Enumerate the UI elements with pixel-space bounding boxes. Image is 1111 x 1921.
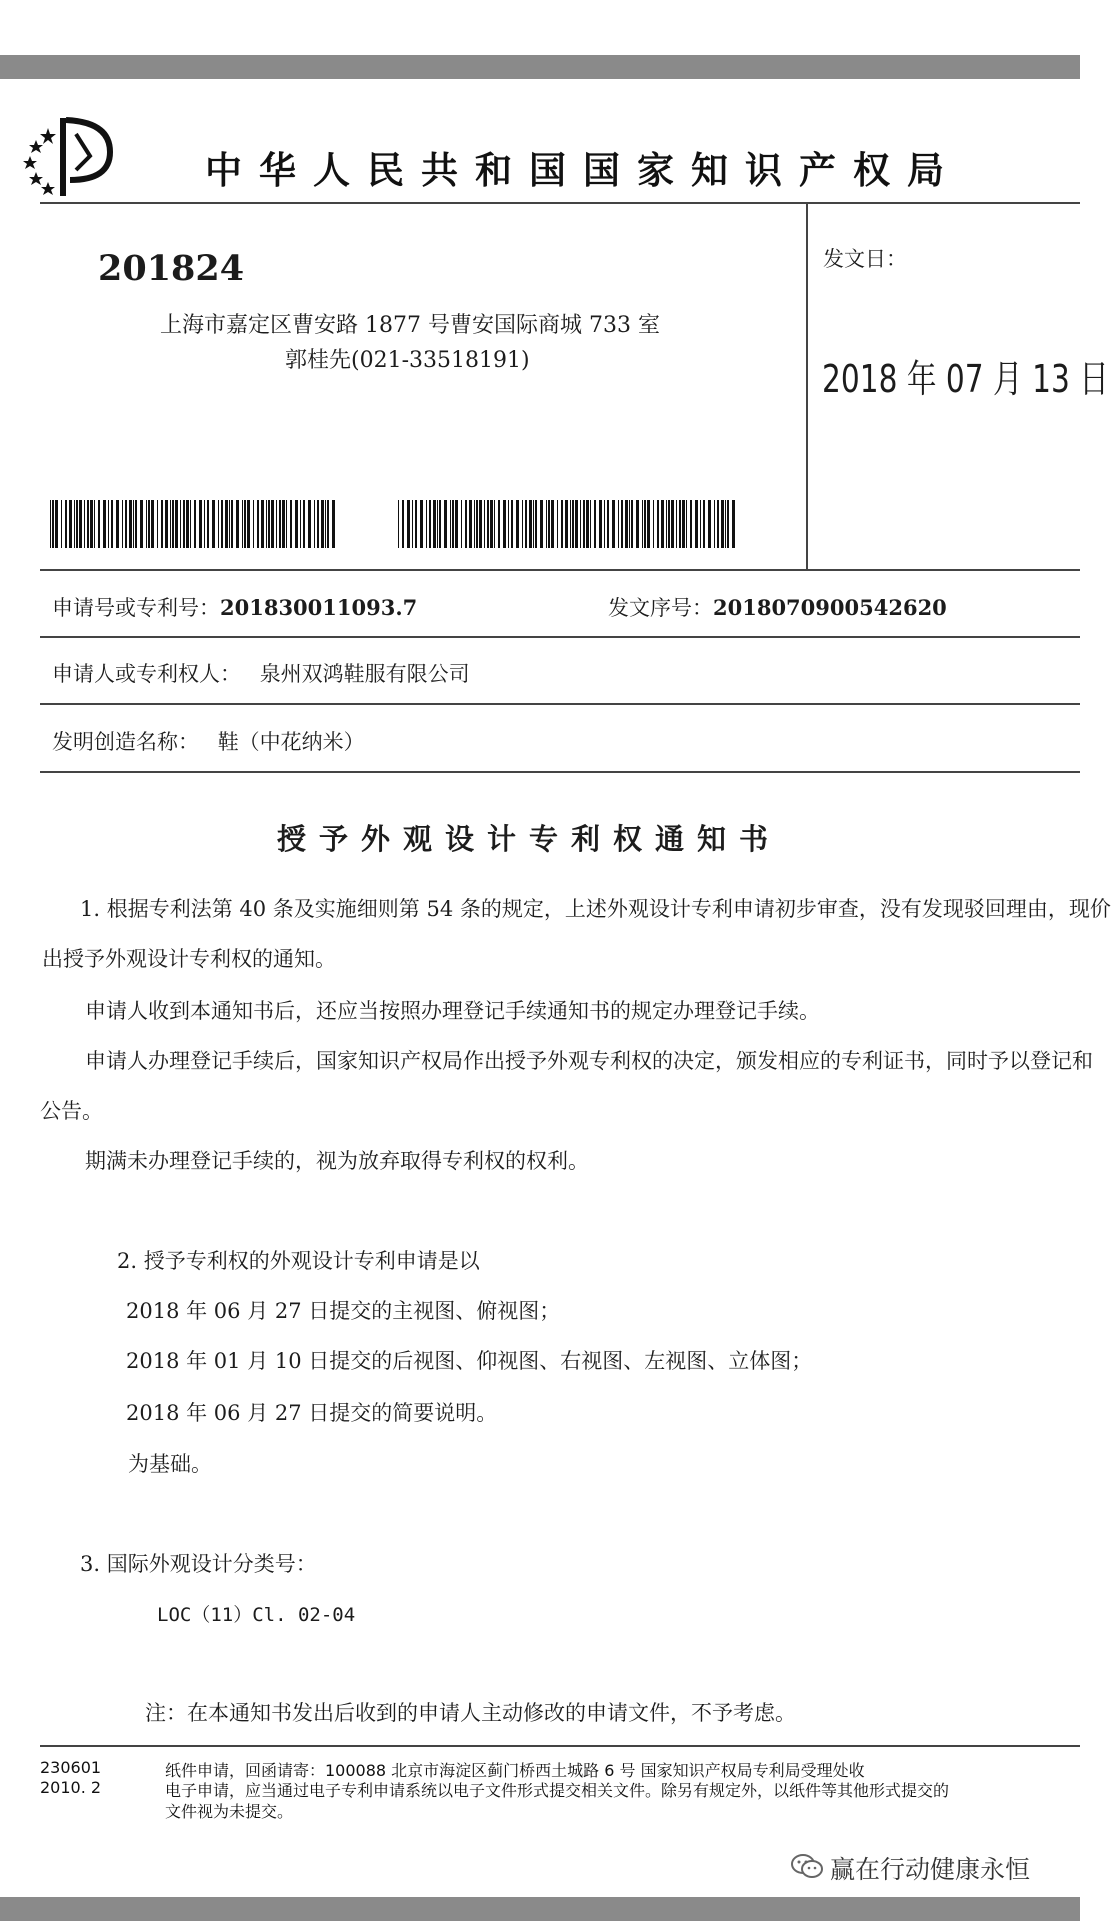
- barcode-bar: [429, 500, 431, 548]
- barcode-bar: [690, 500, 692, 548]
- design-name-value: 鞋（中花纳米）: [217, 730, 365, 754]
- barcode-bar: [647, 500, 650, 548]
- barcode-bar: [268, 500, 270, 548]
- barcode-bar: [295, 500, 298, 548]
- barcode-bar: [199, 500, 202, 548]
- barcode-bar: [533, 500, 534, 548]
- barcode-bar: [79, 500, 82, 548]
- barcode-bar: [161, 500, 163, 548]
- barcode-bar: [103, 500, 106, 548]
- barcode-bar: [157, 500, 158, 548]
- date-column-divider: [806, 202, 808, 570]
- barcode-bar: [469, 500, 472, 548]
- barcode-bar: [170, 500, 171, 548]
- barcode-bar: [433, 500, 436, 548]
- issue-date-label: 发文日：: [823, 247, 907, 271]
- barcode-bar: [122, 500, 123, 548]
- barcode-bar: [590, 500, 591, 548]
- application-number-field: [52, 592, 417, 622]
- barcode-bar: [572, 500, 574, 548]
- barcode-bar: [642, 500, 643, 548]
- barcode-bar: [175, 500, 178, 548]
- barcode-bar: [570, 500, 571, 548]
- design-name-label: 发明创造名称：: [52, 730, 199, 754]
- barcode-bar: [618, 500, 619, 548]
- barcode-bar: [133, 500, 134, 548]
- barcode-bar: [450, 500, 451, 548]
- barcode-bar: [540, 500, 543, 548]
- barcode-bar: [580, 500, 581, 548]
- barcode-bar: [717, 500, 719, 548]
- barcode-bar: [676, 500, 677, 548]
- header-box-bottom: [40, 569, 1080, 571]
- row-divider: [40, 636, 1080, 638]
- barcode-bar: [412, 500, 413, 548]
- barcode-bar: [148, 500, 150, 548]
- paragraph-3-line-2: 公告。: [40, 1099, 103, 1123]
- barcode-bar: [52, 500, 54, 548]
- barcode-bar: [653, 500, 654, 548]
- section-2-title: 2. 授予专利权的外观设计专利申请是以: [117, 1249, 480, 1273]
- barcode-bar: [69, 500, 72, 548]
- barcode-bar: [98, 500, 100, 548]
- applicant-label: 申请人或专利权人：: [52, 662, 241, 686]
- barcode-bar: [561, 500, 563, 548]
- application-number-value: 201830011093.7: [220, 595, 418, 620]
- barcode-bar: [426, 500, 427, 548]
- recipient-postcode: 201824: [98, 248, 245, 289]
- paragraph-2: 申请人收到本通知书后，还应当按照办理登记手续通知书的规定办理登记手续。: [85, 999, 820, 1023]
- barcode-bar: [266, 500, 267, 548]
- barcode-bar: [146, 500, 147, 548]
- barcode-bar: [644, 500, 646, 548]
- barcode-bar: [300, 500, 301, 548]
- barcode-bar: [76, 500, 78, 548]
- form-version: 2010. 2: [40, 1778, 102, 1797]
- barcode-bar: [695, 500, 698, 548]
- barcode-bar: [682, 500, 685, 548]
- barcode-bar: [671, 500, 674, 548]
- barcode-bar: [575, 500, 578, 548]
- barcode-bar: [84, 500, 85, 548]
- barcode-bar: [111, 500, 113, 548]
- barcode-bar: [546, 500, 547, 548]
- barcode-bar: [474, 500, 475, 548]
- barcode-bar: [666, 500, 667, 548]
- barcode-bar: [686, 500, 687, 548]
- barcode-bar: [479, 500, 482, 548]
- barcode-bar: [721, 500, 724, 548]
- sipo-emblem-icon: [18, 110, 118, 200]
- barcode-bar: [621, 500, 623, 548]
- notice-title: 授予外观设计专利权通知书: [277, 822, 782, 856]
- barcode-bar: [190, 500, 191, 548]
- barcode-bar: [636, 500, 639, 548]
- barcode-bar: [116, 500, 119, 548]
- row-divider: [40, 703, 1080, 705]
- barcode-bar: [247, 500, 250, 548]
- barcode-bar: [535, 500, 537, 548]
- section-2-item: 2018 年 06 月 27 日提交的主视图、俯视图；: [126, 1299, 561, 1323]
- barcode-bar: [308, 500, 311, 548]
- paragraph-4: 期满未办理登记手续的，视为放弃取得专利权的权利。: [85, 1149, 589, 1173]
- barcode-bar: [522, 500, 523, 548]
- top-scan-border: [0, 55, 1080, 79]
- barcode-bar: [452, 500, 454, 548]
- barcode-bar: [629, 500, 630, 548]
- barcode-bar: [87, 500, 89, 548]
- barcode-bar: [257, 500, 259, 548]
- barcode-bar: [586, 500, 589, 548]
- barcode-bar: [332, 500, 335, 548]
- serial-number-label: 发文序号：: [608, 596, 713, 620]
- barcode-bar: [244, 500, 246, 548]
- barcode-bar: [679, 500, 681, 548]
- barcode-bar: [498, 500, 500, 548]
- paragraph-1-line-2: 出授予外观设计专利权的通知。: [42, 947, 336, 971]
- barcode-bar: [476, 500, 478, 548]
- classification-code: LOC（11）Cl. 02-04: [157, 1604, 356, 1626]
- barcode-bar: [276, 500, 277, 548]
- barcode-bar: [415, 500, 417, 548]
- footer-line-2: 电子申请，应当通过电子专利申请系统以电子文件形式提交相关文件。除另有规定外，以纸件等其他形式提交的: [165, 1781, 950, 1800]
- office-title: 中华人民共和国国家知识产权局: [205, 149, 961, 192]
- barcode-bar: [487, 500, 489, 548]
- barcode-bar: [398, 500, 399, 548]
- barcode-bar: [594, 500, 596, 548]
- footer-divider: [40, 1745, 1080, 1747]
- barcode-bar: [420, 500, 423, 548]
- barcode-bar: [604, 500, 605, 548]
- serial-number-field: [608, 592, 947, 622]
- barcode-bar: [402, 500, 404, 548]
- barcode-bar: [511, 500, 513, 548]
- barcode-bar: [700, 500, 701, 548]
- barcode-bar: [94, 500, 95, 548]
- design-name-field: [52, 726, 365, 756]
- barcode-bar: [50, 500, 51, 548]
- barcode-bar: [183, 500, 185, 548]
- barcode-bar: [186, 500, 189, 548]
- barcode-bar: [708, 500, 711, 548]
- barcode-bar: [612, 500, 615, 548]
- barcode-bar: [548, 500, 550, 548]
- barcode-bar: [727, 500, 729, 548]
- barcode-bar: [61, 500, 62, 548]
- barcode-bar: [229, 500, 230, 548]
- barcode-bar: [242, 500, 243, 548]
- barcode-bar: [551, 500, 554, 548]
- serial-number-value: 2018070900542620: [713, 595, 947, 620]
- section-2-end: 为基础。: [128, 1452, 212, 1476]
- barcode-bar: [271, 500, 274, 548]
- issue-date-value: 2018 年 07 月 13 日: [822, 357, 1109, 401]
- barcode-bar: [279, 500, 281, 548]
- barcode-bar: [314, 500, 315, 548]
- barcode-bar: [703, 500, 705, 548]
- barcode-bar: [732, 500, 735, 548]
- barcode-bar: [151, 500, 154, 548]
- barcode-bar: [325, 500, 326, 548]
- barcode-bar: [125, 500, 127, 548]
- barcode-bar: [317, 500, 319, 548]
- barcode-bar: [583, 500, 585, 548]
- row-divider: [40, 771, 1080, 773]
- barcode-bar: [529, 500, 532, 548]
- watermark-label: 赢在行动健康永恒: [830, 1855, 1031, 1884]
- barcode-bar: [221, 500, 223, 548]
- barcode-bar: [455, 500, 458, 548]
- barcode-bar: [625, 500, 628, 548]
- form-code: 230601: [40, 1758, 102, 1777]
- barcode-bar: [108, 500, 109, 548]
- barcode-bar: [494, 500, 495, 548]
- footer-line-1: 纸件申请，回函请寄：100088 北京市海淀区蓟门桥西土城路 6 号 国家知识产权局专利局受理处收: [165, 1761, 865, 1780]
- recipient-address: 上海市嘉定区曹安路 1877 号曹安国际商城 733 室: [160, 313, 660, 338]
- barcode-bar: [253, 500, 254, 548]
- note: 注：在本通知书发出后收到的申请人主动修改的申请文件，不予考虑。: [145, 1701, 796, 1725]
- barcode-bar: [261, 500, 264, 548]
- bottom-scan-border: [0, 1897, 1080, 1921]
- recipient-contact: 郭桂先(021-33518191): [285, 348, 530, 373]
- barcode-bar: [212, 500, 215, 548]
- barcode-bar: [225, 500, 228, 548]
- barcode-bar: [321, 500, 324, 548]
- barcode-bar: [231, 500, 233, 548]
- barcode-bar: [55, 500, 58, 548]
- barcode-bar: [140, 500, 143, 548]
- barcode-bar: [484, 500, 485, 548]
- barcode-bar: [407, 500, 410, 548]
- barcode-bar: [516, 500, 519, 548]
- barcode-bar: [661, 500, 664, 548]
- barcode-bar: [65, 500, 67, 548]
- barcode-bar: [725, 500, 726, 548]
- barcode-bar: [599, 500, 602, 548]
- barcode-bar: [668, 500, 670, 548]
- barcode-bar: [657, 500, 659, 548]
- barcode-bar: [437, 500, 438, 548]
- barcode-bar: [565, 500, 568, 548]
- barcode-bar: [204, 500, 205, 548]
- barcode-bar: [286, 500, 287, 548]
- header-divider: [40, 202, 1080, 204]
- barcode-bar: [607, 500, 609, 548]
- barcode-bar: [172, 500, 174, 548]
- barcode-bar: [165, 500, 168, 548]
- section-2-item: 2018 年 01 月 10 日提交的后视图、仰视图、右视图、左视图、立体图；: [126, 1349, 813, 1373]
- barcode-bar: [503, 500, 506, 548]
- section-3-title: 3. 国际外观设计分类号：: [80, 1552, 317, 1576]
- barcode-bar: [465, 500, 467, 548]
- barcode-bar: [714, 500, 715, 548]
- application-number-label: 申请号或专利号：: [52, 596, 220, 620]
- barcode-right: [398, 500, 740, 548]
- barcode-bar: [236, 500, 239, 548]
- barcode-bar: [129, 500, 132, 548]
- barcode-bar: [461, 500, 462, 548]
- barcode-bar: [557, 500, 558, 548]
- barcode-bar: [90, 500, 93, 548]
- barcode-bar: [74, 500, 75, 548]
- watermark-text: [792, 1850, 1030, 1886]
- barcode-bar: [290, 500, 292, 548]
- barcode-bar: [508, 500, 509, 548]
- barcode-bar: [490, 500, 493, 548]
- section-2-item: 2018 年 06 月 27 日提交的简要说明。: [126, 1401, 498, 1425]
- barcode-bar: [207, 500, 209, 548]
- barcode-bar: [282, 500, 285, 548]
- barcode-bar: [525, 500, 527, 548]
- barcode-bar: [303, 500, 305, 548]
- barcode-bar: [135, 500, 137, 548]
- paragraph-1-line-1: 1. 根据专利法第 40 条及实施细则第 54 条的规定，上述外观设计专利申请初步审查，没有发现驳回理由，现价: [80, 897, 1111, 921]
- barcode-bar: [439, 500, 441, 548]
- barcode-left: [50, 500, 340, 548]
- barcode-bar: [631, 500, 633, 548]
- barcode-bar: [180, 500, 181, 548]
- applicant-value: 泉州双鸿鞋服有限公司: [259, 662, 470, 686]
- paragraph-3-line-1: 申请人办理登记手续后，国家知识产权局作出授予外观专利权的决定，颁发相应的专利证书，同时予以登记和: [85, 1049, 1093, 1073]
- applicant-field: [52, 658, 470, 688]
- footer-line-3: 文件视为未提交。: [165, 1802, 294, 1821]
- barcode-bar: [327, 500, 329, 548]
- barcode-bar: [218, 500, 219, 548]
- barcode-bar: [194, 500, 196, 548]
- barcode-bar: [444, 500, 447, 548]
